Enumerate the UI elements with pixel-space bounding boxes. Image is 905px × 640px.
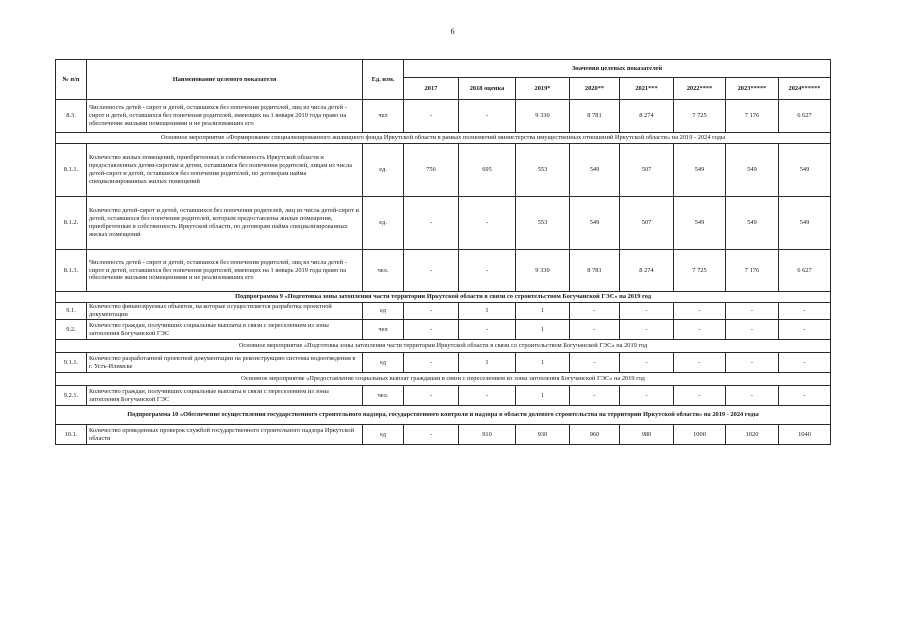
unit: ед [363, 425, 404, 445]
header-year: 2017 [404, 78, 459, 100]
value-cell: 1040 [779, 425, 831, 445]
value-cell: - [726, 353, 779, 373]
value-cell: 8 274 [620, 100, 674, 133]
row-number: 8.1.3. [56, 250, 87, 292]
unit: чел [363, 100, 404, 133]
value-cell: - [404, 303, 459, 320]
value-cell: 1 [516, 353, 570, 373]
table-row [56, 303, 831, 320]
row-number: 9.1.1. [56, 353, 87, 373]
indicator-name: Количество детей-сирот и детей, оставшихся без попечения родителей, лиц из числа детей-сирот и детей, оставшихся без попечения родителей, которым предоставлены жилые помещения, приобретенные в собственность Иркутской области, по договорам найма специализированных жилых помещений [87, 197, 363, 250]
indicator-name: Количество финансируемых объектов, на которые осуществляется разработка проектной документации [87, 303, 363, 320]
value-cell: - [674, 386, 726, 406]
subprogram-title: Подпрограмма 9 «Подготовка зоны затопления части территории Иркутской области в связи со строительством Богучанской ГЭС» на 2019 год [56, 292, 831, 303]
row-number: 8.3. [56, 100, 87, 133]
value-cell: - [570, 386, 620, 406]
value-cell: - [404, 386, 459, 406]
value-cell: 553 [516, 197, 570, 250]
value-cell: 6 627 [779, 250, 831, 292]
row-number: 9.2. [56, 320, 87, 340]
value-cell: - [620, 353, 674, 373]
row-number: 9.1. [56, 303, 87, 320]
value-cell: 7 725 [674, 250, 726, 292]
value-cell: 8 781 [570, 100, 620, 133]
header-year: 2023***** [726, 78, 779, 100]
value-cell: - [620, 386, 674, 406]
page-number: 6 [450, 27, 455, 36]
value-cell: 9 330 [516, 250, 570, 292]
value-cell: 549 [674, 197, 726, 250]
row-number: 8.1.2. [56, 197, 87, 250]
value-cell: - [779, 353, 831, 373]
value-cell: - [404, 353, 459, 373]
indicator-name: Количество проведенных проверок службой государственного строительного надзора Иркутской области [87, 425, 363, 445]
indicator-name: Количество разработанной проектной документации на реконструкцию системы водоотведения в г. Усть-Илимске [87, 353, 363, 373]
header-year: 2020** [570, 78, 620, 100]
value-cell: 6 627 [779, 100, 831, 133]
value-cell: 8 274 [620, 250, 674, 292]
value-cell: 960 [570, 425, 620, 445]
value-cell: - [459, 386, 516, 406]
value-cell: 930 [516, 425, 570, 445]
value-cell: 507 [620, 144, 674, 197]
value-cell: 549 [726, 144, 779, 197]
value-cell: 7 725 [674, 100, 726, 133]
table-row [56, 197, 831, 250]
value-cell: - [674, 353, 726, 373]
value-cell: - [459, 320, 516, 340]
value-cell: 549 [570, 197, 620, 250]
value-cell: - [570, 303, 620, 320]
value-cell: - [779, 320, 831, 340]
header-values-group: Значения целевых показателей [404, 60, 831, 78]
value-cell: 7 176 [726, 100, 779, 133]
value-cell: 1020 [726, 425, 779, 445]
section-row [56, 133, 831, 144]
value-cell: 549 [726, 197, 779, 250]
value-cell: - [459, 197, 516, 250]
unit: ед [363, 353, 404, 373]
table-row [56, 144, 831, 197]
value-cell: - [726, 386, 779, 406]
value-cell: 549 [570, 144, 620, 197]
value-cell: 1 [516, 320, 570, 340]
header-unit: Ед. изм. [363, 60, 404, 100]
section-row [56, 406, 831, 425]
unit: чел. [363, 250, 404, 292]
value-cell: 695 [459, 144, 516, 197]
unit: ед. [363, 197, 404, 250]
unit: ед. [363, 144, 404, 197]
value-cell: - [674, 303, 726, 320]
header-year: 2022**** [674, 78, 726, 100]
indicator-name: Количество жилых помещений, приобретенных в собственность Иркутской области и предоставленных детям-сиротам и детям, оставшимся без попечения родителей, лицам из числа детей-сирот и детей, оставшихся без попечения родителей, по договорам найма специализированных жилых помещений [87, 144, 363, 197]
value-cell: 507 [620, 197, 674, 250]
value-cell: 553 [516, 144, 570, 197]
value-cell: 756 [404, 144, 459, 197]
value-cell: - [726, 303, 779, 320]
value-cell: - [779, 386, 831, 406]
table-row [56, 386, 831, 406]
value-cell: 980 [620, 425, 674, 445]
unit: ед [363, 303, 404, 320]
section-row [56, 292, 831, 303]
value-cell: 1 [516, 386, 570, 406]
table-row [56, 320, 831, 340]
value-cell: 8 781 [570, 250, 620, 292]
target-indicators-table [55, 59, 831, 445]
header-year: 2018 оценка [459, 78, 516, 100]
value-cell: 549 [779, 197, 831, 250]
value-cell: - [459, 250, 516, 292]
row-number: 8.1.1. [56, 144, 87, 197]
value-cell: 549 [674, 144, 726, 197]
indicator-name: Численность детей - сирот и детей, оставшихся без попечения родителей, лиц из числа детей - сирот и детей, оставшихся без попечения родителей, имеющих на 1 январь 2019 года право на обеспечение жилыми помещениями и не реализовавших его [87, 250, 363, 292]
value-cell: - [404, 250, 459, 292]
indicator-name: Количество граждан, получивших социальные выплаты в связи с переселением из зоны затопления Богучанской ГЭС [87, 320, 363, 340]
value-cell: - [404, 100, 459, 133]
value-cell: - [620, 320, 674, 340]
table-row [56, 250, 831, 292]
header-year: 2024****** [779, 78, 831, 100]
value-cell: - [404, 320, 459, 340]
value-cell: - [570, 353, 620, 373]
unit: чел. [363, 386, 404, 406]
section-title: Основное мероприятие «Формирование специализированного жилищного фонда Иркутской области в рамках полномочий министерства имущественных отношений Иркутской области» на 2019 - 2024 годы [56, 133, 831, 144]
value-cell: - [620, 303, 674, 320]
value-cell: - [404, 425, 459, 445]
value-cell: 910 [459, 425, 516, 445]
header-name: Наименование целевого показателя [87, 60, 363, 100]
value-cell: 7 176 [726, 250, 779, 292]
value-cell: - [459, 100, 516, 133]
indicator-name: Количество граждан, получивших социальные выплаты в связи с переселением из зоны затопления Богучанской ГЭС [87, 386, 363, 406]
header-year: 2021*** [620, 78, 674, 100]
value-cell: 1 [516, 303, 570, 320]
value-cell: - [674, 320, 726, 340]
section-row [56, 373, 831, 386]
row-number: 9.2.1. [56, 386, 87, 406]
subprogram-title: Подпрограмма 10 «Обеспечение осуществления государственного строительного надзора, государственного контроля и надзора в области долевого строительства на территории Иркутской области» на 2019 - 2024 годы [56, 406, 831, 425]
value-cell: 1 [459, 303, 516, 320]
section-row [56, 340, 831, 353]
table-row [56, 353, 831, 373]
table-row [56, 100, 831, 133]
header-year: 2019* [516, 78, 570, 100]
value-cell: 1000 [674, 425, 726, 445]
section-title: Основное мероприятие «Подготовка зоны затопления части территории Иркутской области в связи со строительством Богучанской ГЭС» на 2019 год [56, 340, 831, 353]
value-cell: - [779, 303, 831, 320]
section-title: Основное мероприятие «Предоставление социальных выплат гражданам в связи с переселением из зоны затопления Богучанской ГЭС» на 2019 год [56, 373, 831, 386]
value-cell: 9 330 [516, 100, 570, 133]
value-cell: 1 [459, 353, 516, 373]
value-cell: - [404, 197, 459, 250]
unit: чел [363, 320, 404, 340]
header-num: № п/п [56, 60, 87, 100]
value-cell: 549 [779, 144, 831, 197]
indicator-name: Численность детей - сирот и детей, оставшихся без попечения родителей, лиц из числа детей - сирот и детей, оставшихся без попечения родителей, имеющих на 1 января 2019 года право на обеспечение жилыми помещениями и не реализовавших его [87, 100, 363, 133]
value-cell: - [570, 320, 620, 340]
value-cell: - [726, 320, 779, 340]
table-row [56, 425, 831, 445]
row-number: 10.1. [56, 425, 87, 445]
